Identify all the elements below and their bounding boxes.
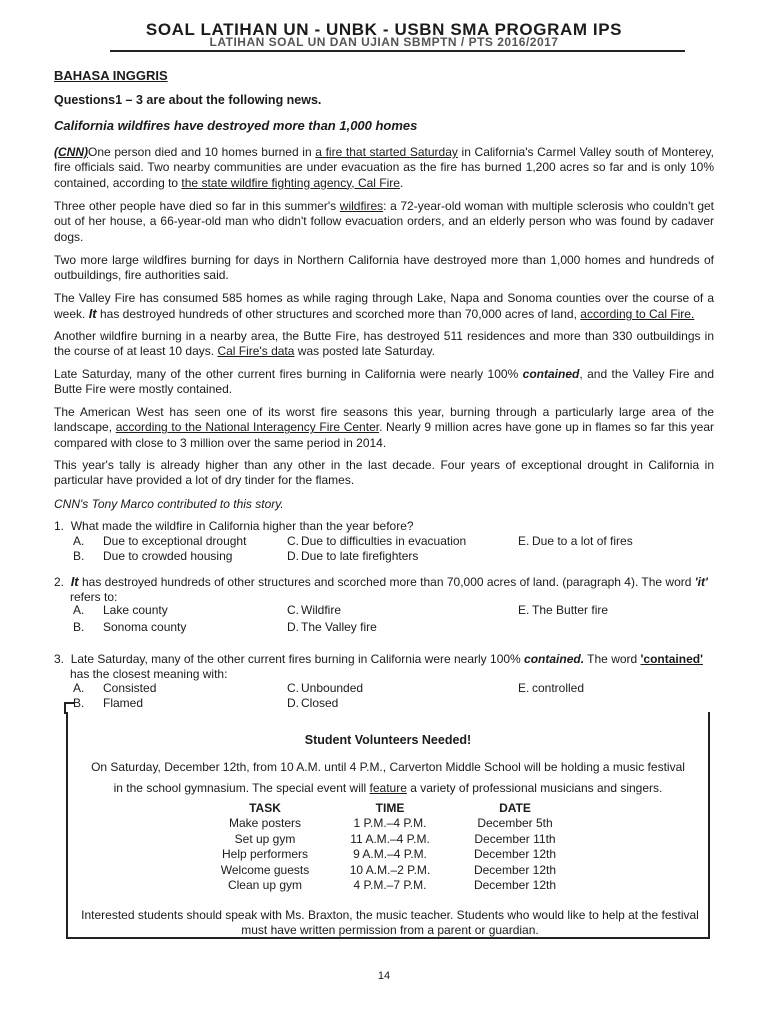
emphasized-word: It (88, 306, 97, 322)
option-text: Due to difficulties in evacuation (301, 534, 467, 548)
page-number: 14 (377, 970, 391, 982)
q1-option-c[interactable] (287, 534, 487, 550)
option-letter: C. (287, 681, 299, 695)
column-header-task: TASK (249, 801, 281, 815)
article-credit: CNN's Tony Marco contributed to this story. (54, 497, 284, 511)
notice-title: Student Volunteers Needed! (304, 733, 472, 747)
text: Late Saturday, many of the other current fires burning in California were nearly 100% (54, 367, 523, 381)
article-paragraph-7 (54, 405, 714, 451)
date-cell: December 11th (474, 831, 556, 846)
option-letter: C. (287, 603, 299, 617)
q3-option-d[interactable] (287, 696, 487, 712)
text: : a 72-year-old woman with multiple sclerosis who couldn't get out of her house, a 66-year-old man who didn't follow evacuation orders, and an elderly person who was found by cadaver dogs. (54, 199, 714, 244)
option-letter: A. (73, 681, 85, 695)
q2-option-c[interactable] (287, 603, 487, 619)
text: has the closest meaning with: (70, 667, 228, 682)
time-cell: 1 P.M.–4 P.M. (353, 816, 427, 831)
header-divider (110, 50, 685, 52)
option-letter: D. (287, 696, 299, 710)
q2-option-e[interactable] (518, 603, 698, 619)
text: a variety of professional musicians and singers. (406, 781, 663, 795)
underlined-phrase: Cal Fire's data (217, 344, 295, 359)
page-header-subtitle: LATIHAN SOAL UN DAN UJIAN SBMPTN / PTS 2016/2017 (209, 35, 559, 49)
underlined-phrase: the state wildfire fighting agency, Cal Fire (181, 175, 400, 190)
underlined-phrase: wildfires (339, 199, 384, 213)
option-text: Closed (301, 696, 339, 710)
date-cell: December 12th (473, 847, 557, 862)
q1-option-e[interactable] (518, 534, 698, 550)
time-cell: 10 A.M.–2 P.M. (349, 862, 431, 877)
text: On Saturday, December 12th, from 10 A.M. until 4 P.M., Carverton Middle School will be holding a music festival in the school gymnasium. The special event will (91, 760, 685, 795)
question-number: 1. (54, 519, 65, 533)
option-letter: E. (518, 603, 530, 617)
q2-option-a[interactable] (73, 603, 273, 619)
task-cell: Welcome guests (220, 862, 310, 877)
underlined-phrase: feature (369, 781, 407, 795)
notice-closing: Interested students should speak with Ms. Braxton, the music teacher. Students who would like to help at the festival must have written permission from a parent or guardian. (81, 908, 699, 938)
option-text: Flamed (103, 696, 144, 710)
q3-option-c[interactable] (287, 681, 487, 697)
emphasized-word: contained. (524, 652, 585, 666)
q1-option-b[interactable] (73, 549, 273, 565)
column-header-date: DATE (499, 801, 531, 815)
option-letter: D. (287, 620, 299, 634)
question-text: What made the wildfire in California higher than the year before? (70, 519, 414, 533)
date-cell: December 12th (473, 862, 557, 877)
option-letter: E. (518, 681, 530, 695)
subject-heading: BAHASA INGGRIS (54, 68, 168, 83)
table-row (200, 816, 580, 831)
q1-option-a[interactable] (73, 534, 273, 550)
underlined-phrase: according to Cal Fire. (580, 307, 695, 322)
text: was posted late Saturday. (294, 344, 435, 359)
question-3 (54, 652, 722, 683)
option-text: Wildfire (301, 603, 342, 617)
option-text: The Valley fire (301, 620, 377, 634)
time-cell: 9 A.M.–4 P.M. (353, 847, 427, 862)
schedule-table (200, 801, 580, 893)
text: The word (584, 652, 641, 666)
text: Late Saturday, many of the other current fires burning in California were nearly 100% (70, 652, 525, 666)
article-paragraph-1 (54, 145, 714, 191)
question-1 (54, 519, 724, 534)
option-text: Sonoma county (103, 620, 187, 634)
text: has destroyed hundreds of other structures and scorched more than 70,000 acres of land. (paragraph 4). The word (78, 575, 695, 589)
q1-option-d[interactable] (287, 549, 487, 565)
q3-option-a[interactable] (73, 681, 273, 697)
option-letter: D. (287, 549, 299, 563)
article-title: California wildfires have destroyed more than 1,000 homes (54, 118, 418, 133)
text: , and the Valley Fire and Butte Fire were mostly contained. (54, 367, 714, 397)
underlined-phrase: according to the National Interagency Fire Center (115, 420, 380, 435)
quoted-word: 'contained' (640, 652, 703, 666)
time-cell: 11 A.M.–4 P.M. (350, 831, 430, 846)
table-row (200, 863, 580, 878)
option-letter: B. (73, 549, 85, 563)
option-letter: B. (73, 620, 85, 634)
option-text: Lake county (103, 603, 168, 617)
option-letter: B. (73, 696, 85, 710)
task-cell: Clean up gym (227, 878, 303, 893)
article-paragraph-4 (54, 291, 714, 323)
task-cell: Help performers (221, 847, 309, 862)
option-text: Due to late firefighters (301, 549, 419, 563)
option-text: The Butter fire (532, 603, 609, 617)
q3-option-b[interactable] (73, 696, 273, 712)
article-paragraph-3: Two more large wildfires burning for days in Northern California have destroyed more than 1,000 homes and hundreds of outbuildings, fire authorities said. (54, 253, 714, 283)
text: . (399, 175, 404, 190)
text: One person died and 10 homes burned in (88, 145, 316, 159)
table-row (200, 878, 580, 893)
article-paragraph-8: This year's tally is already higher than any other in the last decade. Four years of exceptional drought in California in particular have provided a lot of dry tinder for the flames. (54, 458, 714, 488)
quoted-word: 'it' (694, 575, 708, 589)
option-text: controlled (532, 681, 585, 695)
text: Three other people have died so far in this summer's (54, 199, 340, 213)
table-row (200, 832, 580, 847)
task-cell: Make posters (228, 816, 302, 831)
option-text: Due to a lot of fires (532, 534, 633, 548)
q2-option-b[interactable] (73, 620, 273, 636)
text: in California's Carmel Valley south of Monterey, fire officials said. Two nearby communities are under evacuation as the fire has burned 1,200 acres so far and is only 10% contained, according to (54, 145, 714, 190)
questions-intro: Questions1 – 3 are about the following news. (54, 93, 322, 107)
option-letter: C. (287, 534, 299, 548)
q2-option-d[interactable] (287, 620, 487, 636)
time-cell: 4 P.M.–7 P.M. (353, 878, 427, 893)
text: . Nearly 9 million acres have gone up in flames so far this year compared with close to 3 million over the same period in 2014. (54, 420, 714, 450)
text: Another wildfire burning in a nearby area, the Butte Fire, has destroyed 511 residences and more than 330 outbuildings in the course of at least 10 days. (54, 329, 714, 359)
article-paragraph-2 (54, 199, 714, 245)
option-text: Unbounded (301, 681, 364, 695)
emphasized-word: It (70, 574, 79, 589)
column-header-time: TIME (375, 801, 405, 815)
page-header-title: SOAL LATIHAN UN - UNBK - USBN SMA PROGRAM IPS (145, 20, 623, 39)
option-text: Consisted (103, 681, 157, 695)
option-text: Due to crowded housing (103, 549, 233, 563)
article-source: (CNN) (54, 145, 88, 159)
article-paragraph-5 (54, 329, 714, 360)
option-letter: A. (73, 603, 85, 617)
underlined-phrase: a fire that started Saturday (315, 145, 458, 159)
task-cell: Set up gym (234, 831, 296, 846)
text: has destroyed hundreds of other structures and scorched more than 70,000 acres of land, (96, 307, 581, 322)
date-cell: December 5th (477, 816, 553, 831)
option-letter: A. (73, 534, 85, 548)
text: The Valley Fire has consumed 585 homes as while raging through Lake, Napa and Sonoma counties over the course of a week. (54, 291, 714, 322)
text: refers to: (70, 590, 118, 605)
schedule-header-row (200, 801, 580, 816)
question-2 (54, 574, 722, 606)
option-text: Due to exceptional drought (103, 534, 247, 548)
date-cell: December 12th (473, 878, 557, 893)
question-number: 3. (54, 652, 65, 666)
q3-option-e[interactable] (518, 681, 698, 697)
notice-intro (86, 757, 690, 799)
text: The American West has seen one of its worst fire seasons this year, burning through a particularly large area of the landscape, (54, 405, 714, 435)
table-row (200, 847, 580, 862)
question-number: 2. (54, 575, 65, 589)
emphasized-word: contained (522, 367, 580, 381)
article-paragraph-6 (54, 367, 714, 398)
option-letter: E. (518, 534, 530, 548)
